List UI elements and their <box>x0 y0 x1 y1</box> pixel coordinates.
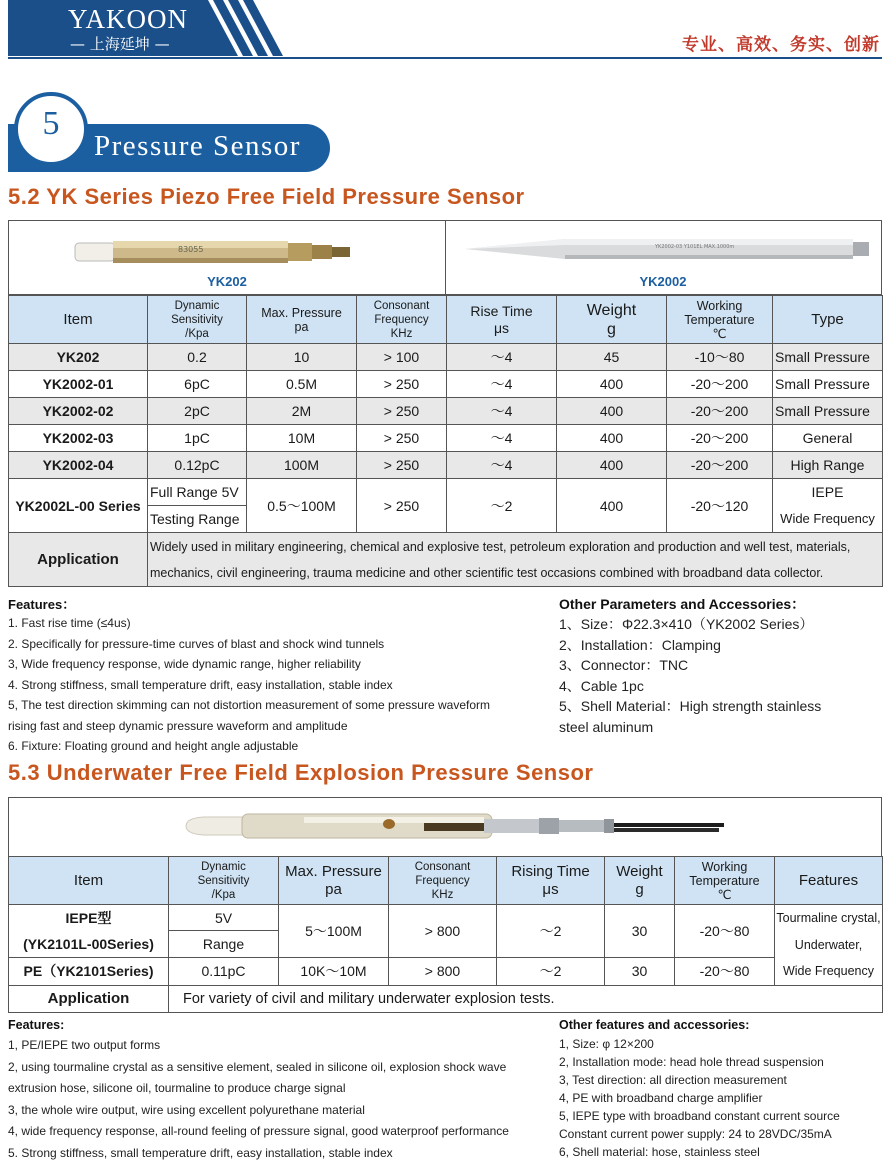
table-row-pe <box>9 957 883 985</box>
yk2002-engraving: YK2002-03 Y101EL MAX.1000m <box>655 244 735 250</box>
feature-item: rising fast and steep dynamic pressure waveform and amplitude <box>8 718 348 733</box>
table-row-application <box>9 985 883 1012</box>
col-rising-time: Rising Time μs <box>497 857 605 905</box>
table-header-row <box>9 857 883 905</box>
col-features: Features <box>775 857 883 905</box>
cell: 400 <box>557 371 667 398</box>
table-row <box>9 425 883 452</box>
table-row-series <box>9 479 883 506</box>
table-row <box>9 371 883 398</box>
cell: 30 <box>605 957 675 985</box>
logo-text: YAKOON <box>68 4 188 34</box>
cell: Small Pressure <box>773 398 883 425</box>
spec-table-5-2 <box>8 295 883 587</box>
cell-application: For variety of civil and military underwater explosion tests. <box>169 985 883 1012</box>
cell-item: YK2002-01 <box>9 371 148 398</box>
cell-item: YK2002-03 <box>9 425 148 452</box>
other-item: 3, Test direction: all direction measurement <box>559 1073 787 1087</box>
other-item: Constant current power supply: 24 to 28VDC/35mA <box>559 1127 832 1141</box>
cell: 1pC <box>148 425 247 452</box>
cell: 400 <box>557 452 667 479</box>
other-item: 4, PE with broadband charge amplifier <box>559 1091 763 1105</box>
other-features-5-3 <box>559 1015 884 1161</box>
cell-item: YK202 <box>9 344 148 371</box>
feature-item: 5. Strong stiffness, small temperature drift, easy installation, stable index <box>8 1145 393 1160</box>
heading-5-2: 5.2 YK Series Piezo Free Field Pressure Sensor <box>8 184 525 209</box>
underwater-sensor-image-panel <box>8 797 882 856</box>
other-title: Other features and accessories: <box>559 1018 750 1032</box>
product-image-panel <box>8 220 882 295</box>
cell: ～4 <box>447 398 557 425</box>
cell: -20～200 <box>667 452 773 479</box>
cell: Wide Frequency <box>773 506 883 533</box>
cell: 2M <box>247 398 357 425</box>
col-item: Item <box>9 857 169 905</box>
col-working-temperature: Working Temperature ℃ <box>675 857 775 905</box>
cell: -20～80 <box>675 905 775 958</box>
cell-item: IEPE型 <box>9 905 169 931</box>
yk2002-sensor-image <box>465 233 875 263</box>
cell: 45 <box>557 344 667 371</box>
col-consonant-frequency: Consonant Frequency KHz <box>389 857 497 905</box>
table-row-iepe <box>9 905 883 931</box>
cell: > 250 <box>357 398 447 425</box>
cell: 30 <box>605 905 675 958</box>
cell: ～4 <box>447 425 557 452</box>
cell: 10M <box>247 425 357 452</box>
cell: > 250 <box>357 425 447 452</box>
cell-item: (YK2101L-00Series) <box>9 931 169 957</box>
feature-item: 4, wide frequency response, all-round feeling of pressure signal, good waterproof performance <box>8 1124 509 1138</box>
other-item: 1, Size: φ 12×200 <box>559 1037 654 1051</box>
features-5-3 <box>8 1015 553 1164</box>
cell: ～4 <box>447 452 557 479</box>
cell-item: YK2002L-00 Series <box>9 479 148 533</box>
cell: 400 <box>557 479 667 533</box>
cell: High Range <box>773 452 883 479</box>
feature-item: 4. Strong stiffness, small temperature drift, easy installation, stable index <box>8 677 393 692</box>
col-consonant-frequency: Consonant Frequency KHz <box>357 296 447 344</box>
cell: Full Range 5V <box>148 479 247 506</box>
heading-5-3: 5.3 Underwater Free Field Explosion Pressure Sensor <box>8 760 594 785</box>
cell: 0.5M <box>247 371 357 398</box>
caption-yk202: YK202 <box>207 274 247 289</box>
feature-item: 5, The test direction skimming can not distortion measurement of some pressure waveform <box>8 698 490 712</box>
other-item: 5, IEPE type with broadband constant current source <box>559 1109 840 1123</box>
cell: -20～200 <box>667 371 773 398</box>
other-title: Other Parameters and Accessories： <box>559 596 806 612</box>
other-item: 1、Size：Φ22.3×410（YK2002 Series） <box>559 616 814 632</box>
slogan: 专业、高效、务实、创新 <box>682 35 880 55</box>
cell: ～2 <box>497 905 605 958</box>
cell: 400 <box>557 398 667 425</box>
cell: Small Pressure <box>773 344 883 371</box>
other-item: 2、Installation：Clamping <box>559 636 721 653</box>
cell: General <box>773 425 883 452</box>
logo-subtext: — 上海延坤 — <box>70 35 170 53</box>
feature-item: 3, Wide frequency response, wide dynamic range, higher reliability <box>8 657 361 671</box>
section-number: 5 <box>42 105 60 142</box>
cell: Small Pressure <box>773 371 883 398</box>
cell: Range <box>169 931 279 957</box>
cell: ～4 <box>447 371 557 398</box>
cell: > 250 <box>357 371 447 398</box>
feature-item: extrusion hose, silicone oil, tourmaline to produce charge signal <box>8 1081 346 1095</box>
cell: 100M <box>247 452 357 479</box>
table-row <box>9 398 883 425</box>
table-header-row <box>9 296 883 344</box>
cell-application: Widely used in military engineering, chemical and explosive test, petroleum exploration and production and well test, materials, mechanics, civil engineering, trauma medicine and other scientific test occasions combined with broadband data collector. <box>148 533 883 587</box>
cell: 0.2 <box>148 344 247 371</box>
cell: > 100 <box>357 344 447 371</box>
cell: -20～200 <box>667 425 773 452</box>
other-item: steel aluminum <box>559 718 654 735</box>
feature-item: 2. Specifically for pressure-time curves of blast and shock wind tunnels <box>8 636 385 651</box>
feature-item: 1. Fast rise time (≤4us) <box>8 616 131 630</box>
cell: > 800 <box>389 905 497 958</box>
feature-item: 6. Fixture: Floating ground and height angle adjustable <box>8 739 299 753</box>
other-item: 6, Shell material: hose, stainless steel <box>559 1145 760 1159</box>
cell-application-label: Application <box>9 985 169 1012</box>
spec-table-5-3 <box>8 856 883 1013</box>
col-max-pressure: Max. Pressure pa <box>279 857 389 905</box>
cell: 10K～10M <box>279 957 389 985</box>
cell-features: Tourmaline crystal, Underwater, Wide Frequency <box>775 905 883 986</box>
table-row-application <box>9 533 883 587</box>
col-working-temperature: Working Temperature ℃ <box>667 296 773 344</box>
feature-item: 2, using tourmaline crystal as a sensitive element, sealed in silicone oil, explosion shock wave <box>8 1059 507 1074</box>
table-row <box>9 344 883 371</box>
cell: > 250 <box>357 452 447 479</box>
cell: IEPE <box>773 479 883 506</box>
cell: > 800 <box>389 957 497 985</box>
col-weight: Weight g <box>605 857 675 905</box>
feature-item: 3, the whole wire output, wire using excellent polyurethane material <box>8 1102 365 1117</box>
cell: ～2 <box>497 957 605 985</box>
cell: 400 <box>557 425 667 452</box>
other-item: 4、Cable 1pc <box>559 677 644 694</box>
other-item: 2, Installation mode: head hole thread suspension <box>559 1055 824 1069</box>
cell: 0.5～100M <box>247 479 357 533</box>
feature-item: 1, PE/IEPE two output forms <box>8 1038 161 1052</box>
cell: > 250 <box>357 479 447 533</box>
header-divider <box>8 57 882 59</box>
cell: Testing Range <box>148 506 247 533</box>
col-weight: Weight g <box>557 296 667 344</box>
col-max-pressure: Max. Pressure pa <box>247 296 357 344</box>
cell: ～4 <box>447 344 557 371</box>
table-row <box>9 452 883 479</box>
yk202-engraving: 83055 <box>178 245 204 254</box>
features-title: Features： <box>8 597 76 612</box>
col-item: Item <box>9 296 148 344</box>
col-dynamic-sensitivity: Dynamic Sensitivity /Kpa <box>169 857 279 905</box>
other-item: 3、Connector：TNC <box>559 657 689 673</box>
cell: 0.12pC <box>148 452 247 479</box>
cell: 0.11pC <box>169 957 279 985</box>
cell: -10～80 <box>667 344 773 371</box>
section-title: Pressure Sensor <box>94 130 301 162</box>
col-type: Type <box>773 296 883 344</box>
underwater-sensor-image <box>184 806 724 846</box>
cell: 2pC <box>148 398 247 425</box>
cell: 5～100M <box>279 905 389 958</box>
cell: 10 <box>247 344 357 371</box>
yk202-sensor-image <box>73 231 363 271</box>
features-5-2 <box>8 594 553 757</box>
cell-item: PE（YK2101Series) <box>9 957 169 985</box>
cell: -20～80 <box>675 957 775 985</box>
caption-yk2002: YK2002 <box>639 274 687 289</box>
cell-application-label: Application <box>9 533 148 587</box>
cell: ～2 <box>447 479 557 533</box>
features-title: Features: <box>8 1018 65 1032</box>
cell-item: YK2002-04 <box>9 452 148 479</box>
cell: -20～200 <box>667 398 773 425</box>
cell: -20～120 <box>667 479 773 533</box>
other-item: 5、Shell Material：High strength stainless <box>559 698 822 714</box>
other-params-5-2 <box>559 594 884 737</box>
cell: 6pC <box>148 371 247 398</box>
col-dynamic-sensitivity: Dynamic Sensitivity /Kpa <box>148 296 247 344</box>
cell: 5V <box>169 905 279 931</box>
cell-item: YK2002-02 <box>9 398 148 425</box>
col-rise-time: Rise Time μs <box>447 296 557 344</box>
